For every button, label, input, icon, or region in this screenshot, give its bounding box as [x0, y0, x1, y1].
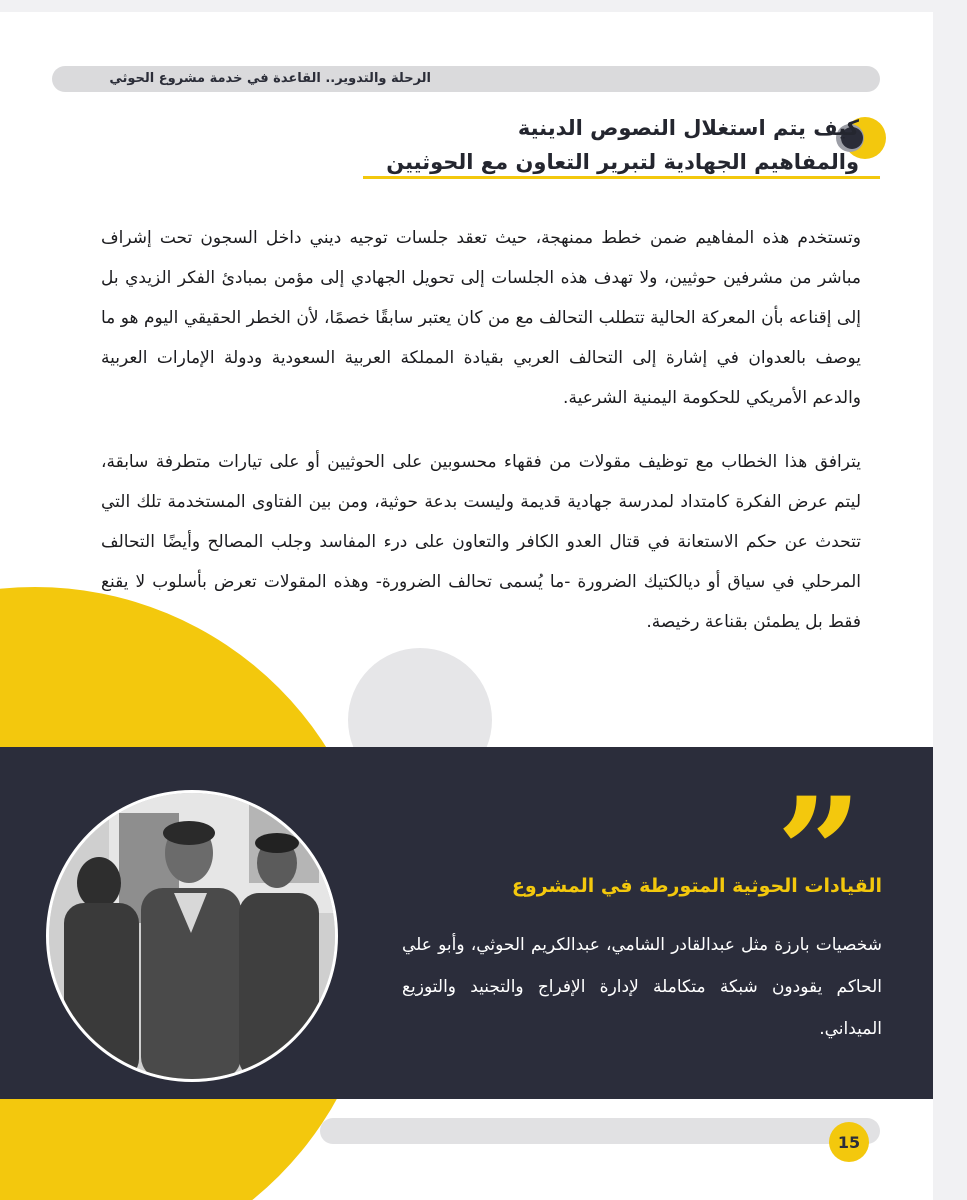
- leaders-photo: [46, 790, 338, 1082]
- page-edge: [933, 0, 967, 1200]
- section-title-line1: كيف يتم استغلال النصوص الدينية: [517, 116, 859, 140]
- quote-icon: ”: [776, 765, 863, 941]
- section-title: [339, 111, 859, 179]
- callout-text: شخصيات بارزة مثل عبدالقادر الشامي، عبدالكريم الحوثي، وأبو علي الحاكم يقودون شبكة متكاملة لإدارة الإفراج والتجنيد والتوزيع الميداني.: [402, 935, 882, 1039]
- section-title-underline: [363, 176, 880, 179]
- page-number-badge: 15: [829, 1122, 869, 1162]
- running-header-title: الرحلة والتدوير.. القاعدة في خدمة مشروع الحوثي: [109, 71, 431, 86]
- body-paragraph-1: وتستخدم هذه المفاهيم ضمن خطط ممنهجة، حيث تعقد جلسات توجيه ديني داخل السجون تحت إشراف مباشر من مشرفين حوثيين، ولا تهدف هذه الجلسات إلى تحويل الجهادي إلى مؤمن بمبادئ الفكر الزيدي بل إلى إقناعه بأن المعركة الحالية تتطلب التحالف مع من كان يعتبر سابقًا خصمًا، لأن الخطر الحقيقي اليوم هو ما يوصف بالعدوان في إشارة إلى التحالف العربي بقيادة المملكة العربية السعودية ودولة الإمارات العربية والدعم الأمريكي للحكومة اليمنية الشرعية.: [101, 228, 861, 408]
- callout-title: القيادات الحوثية المتورطة في المشروع: [511, 875, 882, 897]
- leaders-photo-illustration: [49, 793, 335, 1079]
- body-paragraph-2: يترافق هذا الخطاب مع توظيف مقولات من فقهاء محسوبين على الحوثيين أو على تيارات متطرفة سابقة، ليتم عرض الفكرة كامتداد لمدرسة جهادية قديمة وليست بدعة حوثية، ومن بين الفتاوى المستخدمة تلك التي تتحدث عن حكم الاستعانة في قتال العدو الكافر والتعاون على درء المفاسد وجلب المصالح وأيضًا التحالف المرحلي في سياق أو ديالكتيك الضرورة -ما يُسمى تحالف الضرورة- وهذه المقولات تعرض بأسلوب لا يقنع فقط بل يطمئن بقناعة رخيصة.: [101, 452, 861, 632]
- footer-bar: [320, 1118, 880, 1144]
- section-title-line2: والمفاهيم الجهادية لتبرير التعاون مع الحوثيين: [386, 150, 859, 174]
